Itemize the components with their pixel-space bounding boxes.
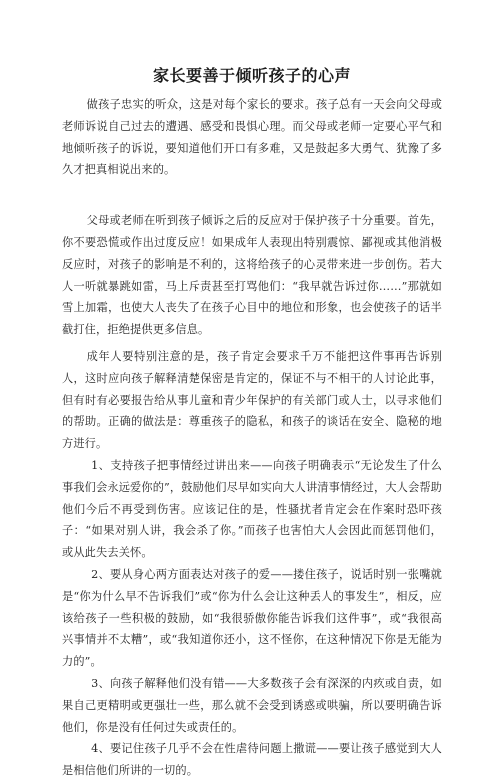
list-item-1: 1、支持孩子把事情经过讲出来——向孩子明确表示“无论发生了什么事我们会永远爱你的”，鼓励他们尽早如实向大人讲清事情经过，大人会帮助他们今后不再受到伤害。应该记住的是，性骚扰者肯定会在作案时恐吓孩子：“如果对别人讲，我会杀了你。”而孩子也害怕大人会因此而惩罚他们，或从此失去关怀。 bbox=[62, 458, 443, 560]
paragraph-privacy: 成年人要特别注意的是，孩子肯定会要求千万不能把这件事再告诉别人，这时应向孩子解释清楚保密是肯定的，保证不与不相干的人讨论此事，但有时有必要报告给从事儿童和青少年保护的有关部门或人士，以寻求他们的帮助。正确的做法是：尊重孩子的隐私，和孩子的谈话在安全、隐秘的地方进行。 bbox=[62, 349, 442, 451]
paragraph-gap bbox=[62, 181, 442, 210]
paragraph-intro: 做孩子忠实的听众，这是对每个家长的要求。孩子总有一天会向父母或老师诉说自己过去的遭遇、感受和畏惧心理。而父母或老师一定要心平气和地倾听孩子的诉说，要知道他们开口有多难，又是鼓起多大勇气、犹豫了多久才把真相说出来的。 bbox=[62, 98, 442, 177]
paragraph-reaction: 父母或老师在听到孩子倾诉之后的反应对于保护孩子十分重要。首先，你不要恐慌或作出过度反应！如果成年人表现出特别震惊、鄙视或其他消极反应时，对孩子的影响是不利的，这将给孩子的心灵带来进一步创伤。若大人一听就暴跳如雷，马上斥责甚至打骂他们：“我早就告诉过你……”那就如雪上加霜，也使大人丧失了在孩子心目中的地位和形象，也会使孩子的话半截打住，拒绝提供更多信息。 bbox=[62, 214, 442, 337]
list-item-3: 3、向孩子解释他们没有错——大多数孩子会有深深的内疚或自责，如果自己更精明或更强壮一些，那么就不会受到诱惑或哄骗，所以要明确告诉他们，你是没有任何过失或责任的。 bbox=[62, 676, 442, 734]
list-item-4: 4、要记住孩子几乎不会在性虐待问题上撒谎——要让孩子感觉到大人是相信他们所讲的一切的。 bbox=[62, 742, 442, 778]
document-title: 家长要善于倾听孩子的心声 bbox=[152, 66, 351, 85]
list-item-2: 2、要从身心两方面表达对孩子的爱——搂住孩子，说话时别一张嘴就是“你为什么早不告诉我们”或“你为什么会让这种丢人的事发生”，相反，应该给孩子一些积极的鼓励，如“我很骄傲你能告诉我们这件事”，或“我很高兴事情并不太糟”，或“我知道你还小，这不怪你，在这种情况下你是无能为力的”。 bbox=[62, 567, 442, 669]
